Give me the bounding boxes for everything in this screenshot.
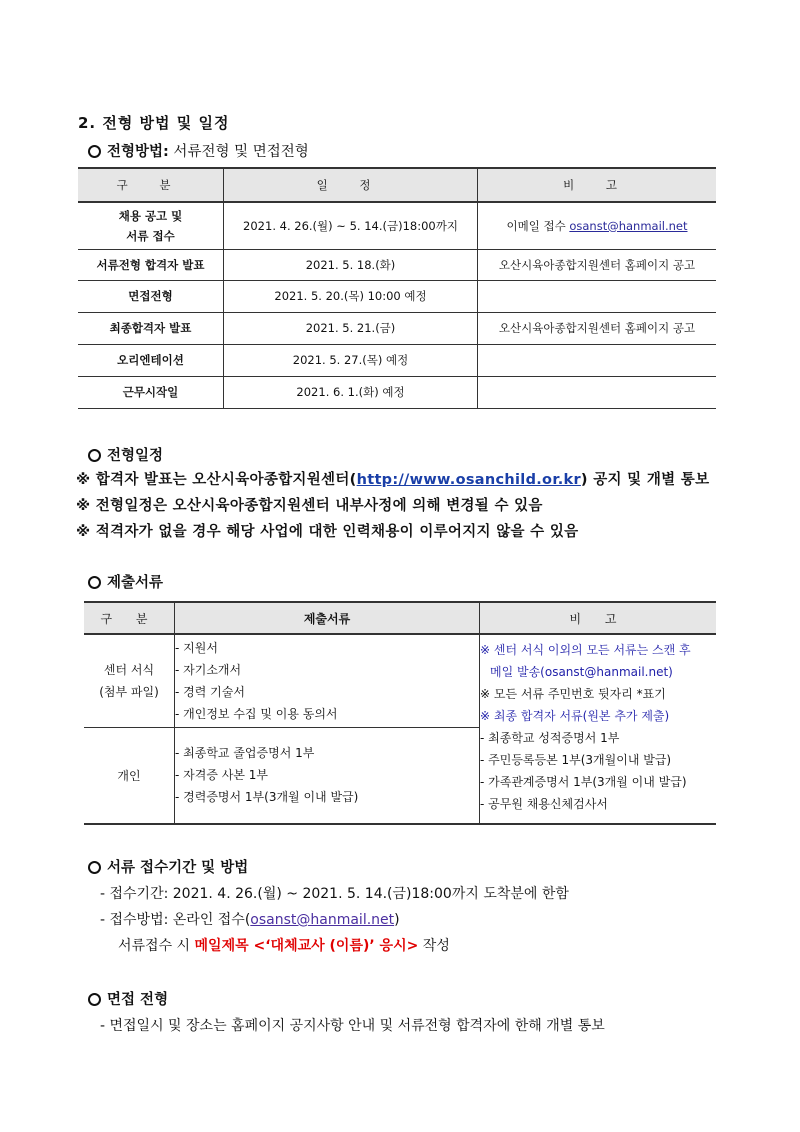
col-header-category: 구 분: [84, 602, 175, 634]
row-item: 채용 공고 및 서류 접수: [78, 202, 224, 249]
schedule-title-text: 전형일정: [107, 448, 164, 464]
group-label: 센터 서식 (첨부 파일): [84, 634, 175, 727]
interview-title-text: 면접 전형: [107, 992, 169, 1008]
row-item: 최종합격자 발표: [78, 312, 224, 344]
list-item: - 경력 기술서: [175, 684, 245, 699]
interview-section-title: [88, 988, 168, 1009]
documents-table: [84, 601, 716, 825]
circle-bullet-icon: [88, 449, 101, 462]
row-date: 2021. 6. 1.(화) 예정: [224, 376, 478, 408]
circle-bullet-icon: [88, 145, 101, 158]
circle-bullet-icon: [88, 576, 101, 589]
table-row: [78, 376, 716, 408]
col-header-note: 비 고: [478, 168, 717, 202]
row-date: 2021. 5. 20.(목) 10:00 예정: [224, 280, 478, 312]
list-item: - 가족관계증명서 1부(3개월 이내 발급): [480, 775, 687, 789]
table-row: [78, 344, 716, 376]
list-item: - 자격증 사본 1부: [175, 768, 268, 783]
row-date: 2021. 5. 21.(금): [224, 312, 478, 344]
reception-period: - 접수기간: 2021. 4. 26.(월) ~ 2021. 5. 14.(금)18:00까지 도착분에 한함: [100, 886, 569, 902]
list-item: - 최종학교 성적증명서 1부: [480, 731, 620, 745]
schedule-note-3: ※ 적격자가 없을 경우 해당 사업에 대한 인력채용이 이루어지지 않을 수 있음: [76, 524, 579, 540]
group-label: 개인: [84, 727, 175, 824]
group-items: [175, 727, 480, 824]
schedule-table: [78, 167, 716, 409]
table-row: [84, 634, 716, 727]
row-note: [478, 202, 717, 249]
note-text: 이메일 접수: [506, 218, 570, 233]
row-item: 근무시작일: [78, 376, 224, 408]
method-value: 서류전형 및 면접전형: [168, 144, 309, 160]
schedule-section-title: [88, 444, 163, 465]
row-note: [478, 376, 717, 408]
table-row: [78, 202, 716, 249]
row-item: 서류전형 합격자 발표: [78, 249, 224, 280]
row-note: 오산시육아종합지원센터 홈페이지 공고: [478, 312, 717, 344]
docs-section-title: [88, 571, 163, 592]
list-item: - 주민등록등본 1부(3개월이내 발급): [480, 753, 672, 767]
row-item: 오리엔테이션: [78, 344, 224, 376]
list-item: - 공무원 채용신체검사서: [480, 797, 608, 811]
col-header-documents: 제출서류: [175, 602, 480, 634]
list-item: ※ 최종 합격자 서류(원본 추가 제출): [480, 709, 670, 723]
row-date: 2021. 4. 26.(월) ~ 5. 14.(금)18:00까지: [224, 202, 478, 249]
col-header-note: 비 고: [480, 602, 717, 634]
row-note: 오산시육아종합지원센터 홈페이지 공고: [478, 249, 717, 280]
list-item: - 자기소개서: [175, 662, 242, 677]
notes-cell: [480, 634, 717, 824]
method-line: [88, 140, 309, 161]
subject-highlight: 메일제목 <‘대체교사 (이름)’ 응시>: [194, 938, 419, 954]
list-item: - 개인정보 수집 및 이용 동의서: [175, 706, 338, 721]
method-label: 전형방법:: [107, 144, 169, 160]
homepage-link[interactable]: http://www.osanchild.or.kr: [356, 472, 581, 488]
list-item: ※ 모든 서류 주민번호 뒷자리 *표기: [480, 687, 666, 701]
circle-bullet-icon: [88, 861, 101, 874]
method-text: - 접수방법: 온라인 접수(: [100, 912, 251, 928]
list-item: ※ 센터 서식 이외의 모든 서류는 스캔 후: [480, 643, 691, 657]
reception-subject: [118, 935, 450, 955]
row-item: 면접전형: [78, 280, 224, 312]
email-link[interactable]: osanst@hanmail.net: [250, 912, 395, 928]
method-text: ): [394, 912, 400, 928]
col-header-date: 일 정: [224, 168, 478, 202]
row-date: 2021. 5. 18.(화): [224, 249, 478, 280]
email-link[interactable]: osanst@hanmail.net: [569, 218, 688, 233]
row-note: [478, 344, 717, 376]
list-item: - 지원서: [175, 640, 218, 655]
list-item: 메일 발송(osanst@hanmail.net): [490, 665, 673, 679]
table-row: [78, 312, 716, 344]
circle-bullet-icon: [88, 993, 101, 1006]
interview-text: - 면접일시 및 장소는 홈페이지 공지사항 안내 및 서류전형 합격자에 한해 개별 통보: [100, 1018, 605, 1034]
list-item: - 최종학교 졸업증명서 1부: [175, 746, 315, 761]
row-note: [478, 280, 717, 312]
docs-title-text: 제출서류: [107, 575, 164, 591]
note-text: ※ 합격자 발표는 오산시육아종합지원센터(: [76, 472, 357, 488]
schedule-note-1: [76, 468, 709, 489]
note-text: ) 공지 및 개별 통보: [580, 472, 710, 488]
reception-section-title: [88, 856, 248, 877]
list-item: - 경력증명서 1부(3개월 이내 발급): [175, 790, 359, 805]
group-items: [175, 634, 480, 727]
col-header-category: 구 분: [78, 168, 224, 202]
subject-text: 작성: [418, 938, 450, 954]
schedule-note-2: ※ 전형일정은 오산시육아종합지원센터 내부사정에 의해 변경될 수 있음: [76, 498, 543, 514]
table-row: [78, 249, 716, 280]
reception-title-text: 서류 접수기간 및 방법: [107, 860, 249, 876]
table-row: [78, 280, 716, 312]
reception-method: [100, 909, 400, 929]
subject-text: 서류접수 시: [118, 938, 195, 954]
row-date: 2021. 5. 27.(목) 예정: [224, 344, 478, 376]
section-heading: 2. 전형 방법 및 일정: [78, 114, 230, 132]
